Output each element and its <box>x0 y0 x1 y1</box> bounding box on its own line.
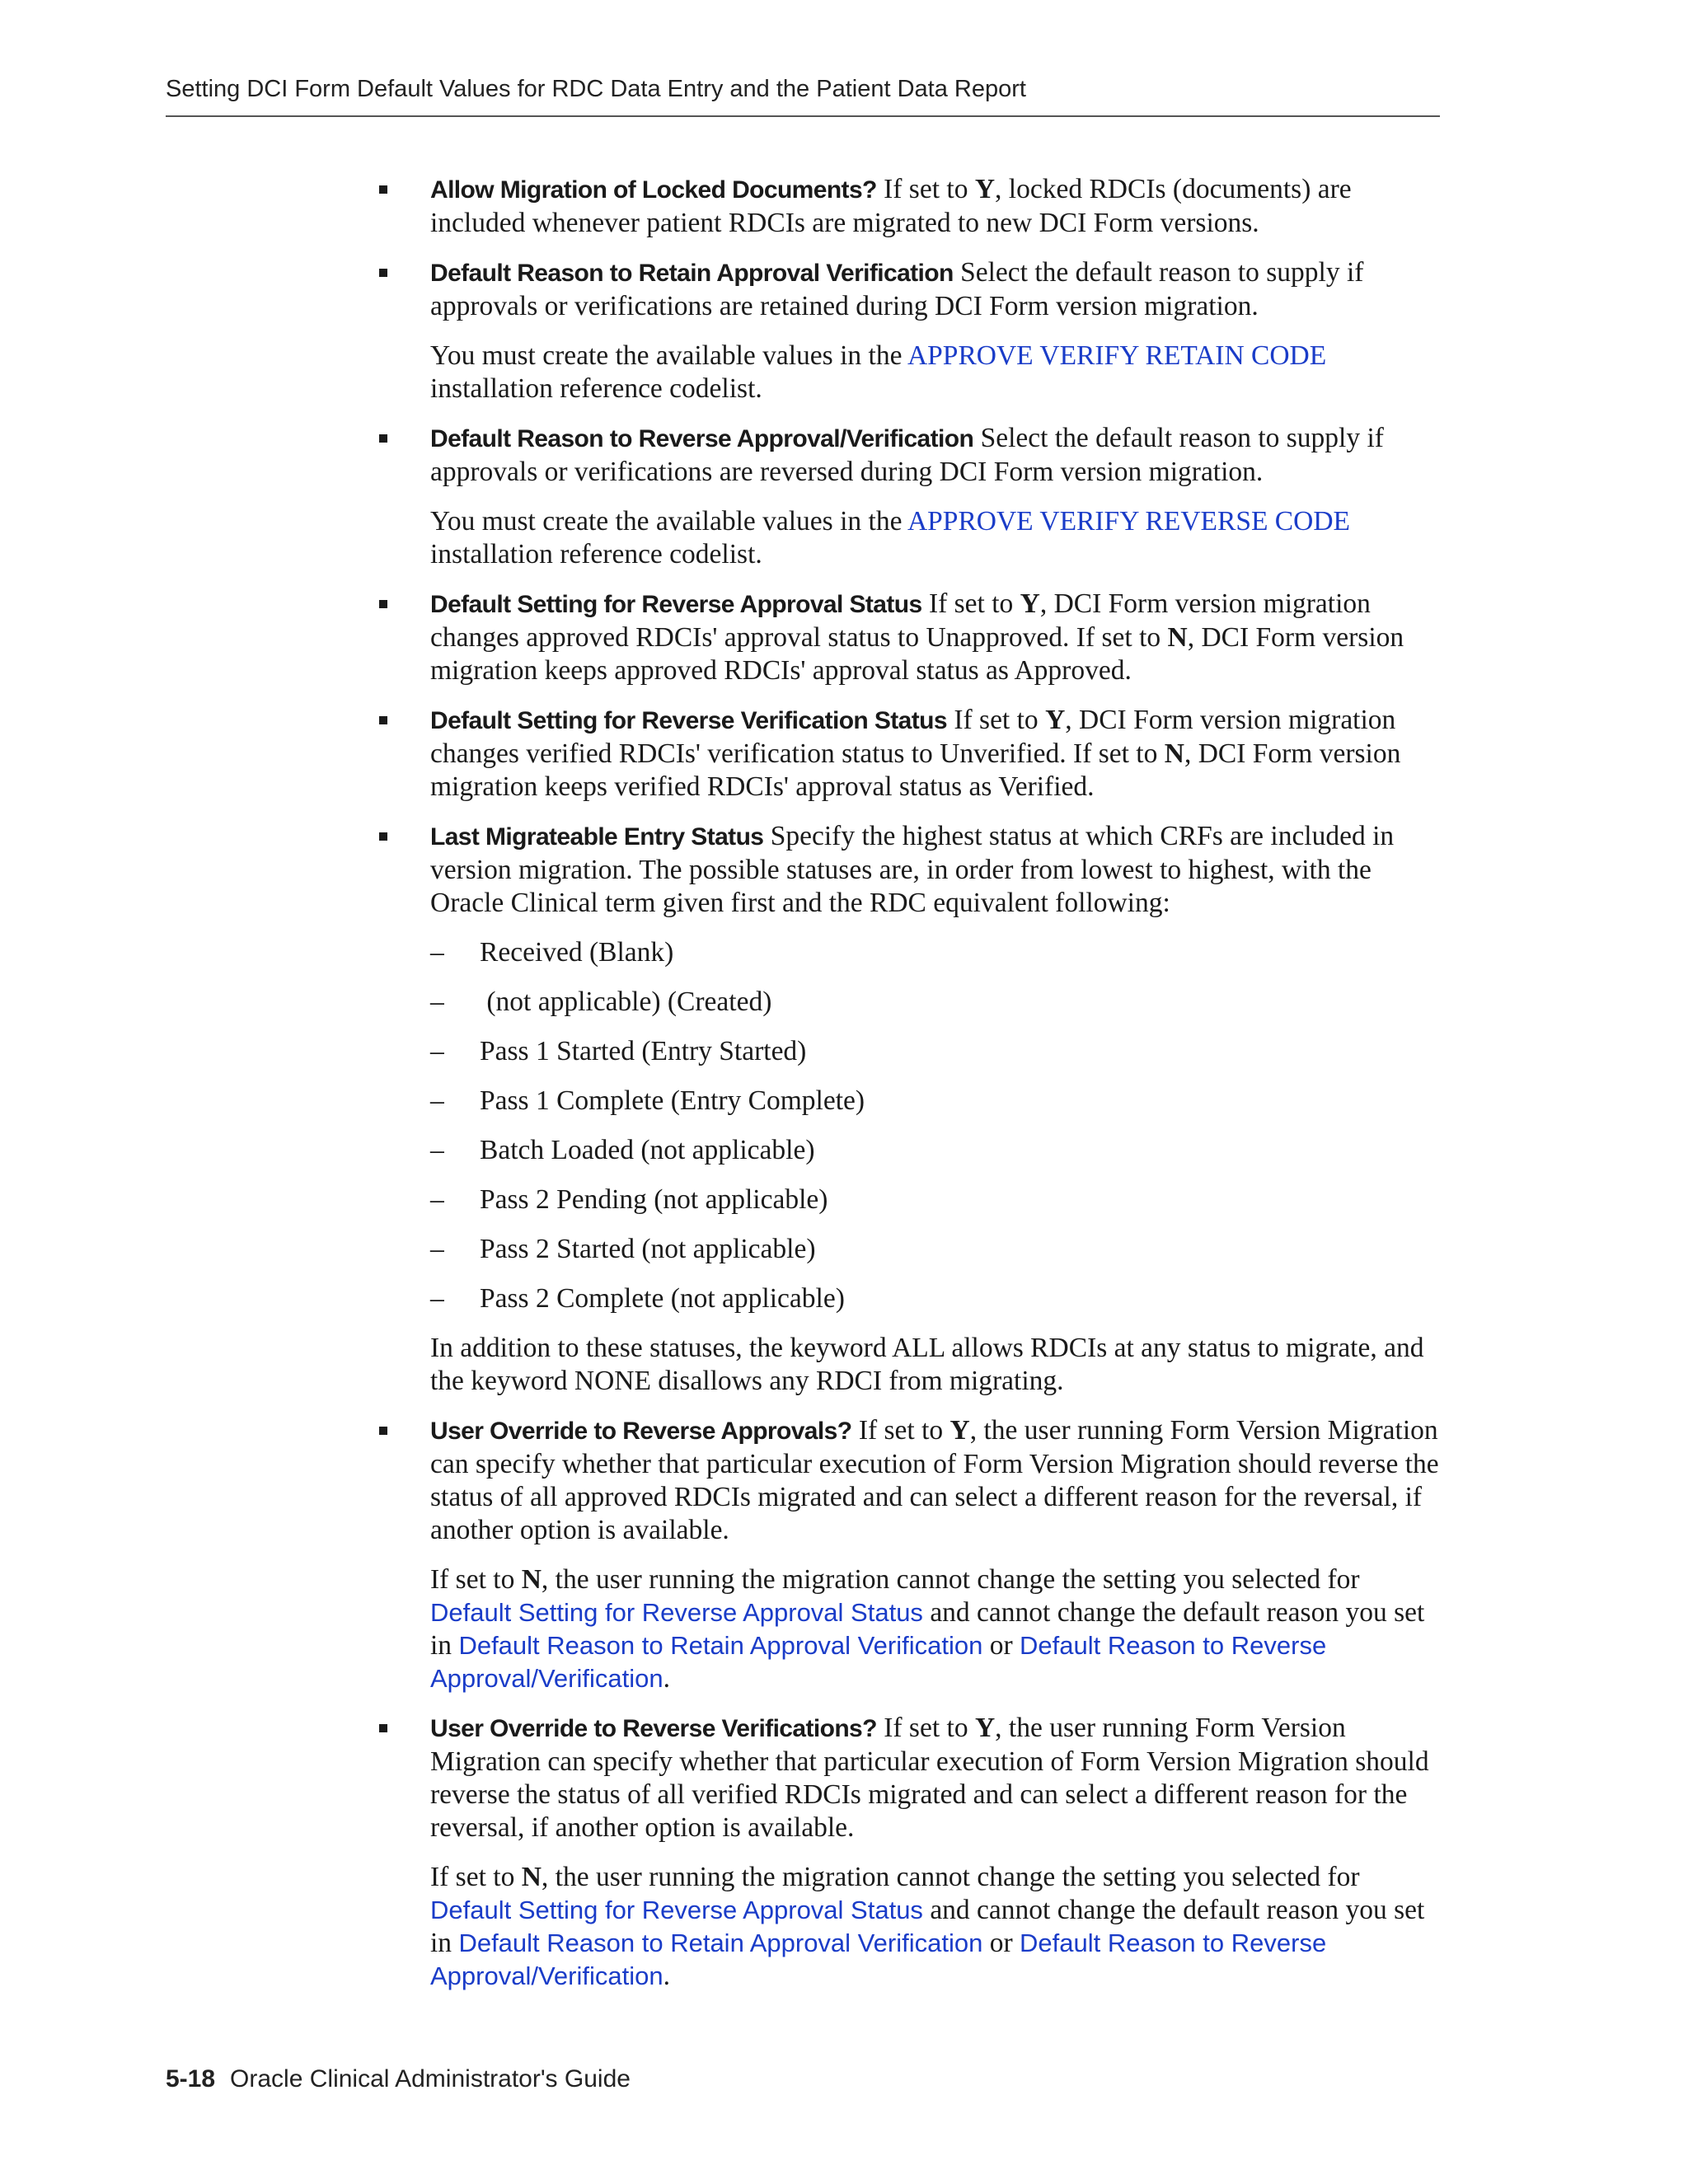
dash-icon: – <box>430 987 444 1017</box>
value-n: N <box>1164 738 1184 769</box>
note-text: or <box>982 1630 1020 1661</box>
bullet-square-icon <box>379 1724 387 1732</box>
list-item-reverse-reason <box>379 422 1442 489</box>
codelist-link[interactable]: APPROVE VERIFY REVERSE CODE <box>907 506 1350 537</box>
dash-icon: – <box>430 1036 444 1066</box>
codelist-link[interactable]: APPROVE VERIFY RETAIN CODE <box>907 340 1327 371</box>
dash-icon: – <box>430 1234 444 1264</box>
list-item-override-approvals <box>379 1414 1442 1547</box>
value-n: N <box>521 1564 542 1595</box>
bullet-square-icon <box>379 716 387 724</box>
status-text: (not applicable) (Created) <box>480 987 772 1017</box>
status-text: Pass 2 Started (not applicable) <box>480 1234 816 1264</box>
override-note-paragraph <box>430 1563 1442 1695</box>
note-text: , the user running the migration cannot change the setting you selected for <box>541 1564 1360 1595</box>
list-item-retain-reason <box>379 256 1442 323</box>
term-heading: Default Reason to Reverse Approval/Verification <box>430 425 974 452</box>
value-y: Y <box>974 1713 996 1743</box>
link-retain-reason[interactable]: Default Reason to Retain Approval Verification <box>458 1631 983 1660</box>
item-text: If set to <box>946 705 1046 735</box>
bullet-square-icon <box>379 269 387 277</box>
statuses-note-paragraph: In addition to these statuses, the keyword ALL allows RDCIs at any status to migrate, and the keyword NONE disallows any RDCI from migrating. <box>430 1333 1424 1396</box>
note-text: and cannot change the default reason you set in <box>430 1895 1425 1958</box>
value-y: Y <box>1020 588 1040 619</box>
status-list-item <box>430 1035 1442 1068</box>
page-footer <box>166 2065 631 2093</box>
status-list-item <box>430 986 1442 1019</box>
link-reverse-reason[interactable]: Default Reason to Reverse Approval/Verification <box>430 1929 1327 1990</box>
running-header: Setting DCI Form Default Values for RDC Data Entry and the Patient Data Report <box>166 76 1026 102</box>
bullet-square-icon <box>379 832 387 841</box>
override-note-paragraph <box>430 1861 1442 1993</box>
bullet-square-icon <box>379 1427 387 1435</box>
item-text: Select the default reason to supply if approvals or verifications are retained during DCI Form version migration. <box>430 257 1364 321</box>
link-reverse-approval-status[interactable]: Default Setting for Reverse Approval Status <box>430 1896 923 1924</box>
status-text: Pass 2 Pending (not applicable) <box>480 1184 828 1215</box>
item-text: , DCI Form version migration changes verified RDCIs' verification status to Unverified. If set to <box>430 705 1396 769</box>
item-text: , the user running Form Version Migration can specify whether that particular execution of Form Version Migration should reverse the status of all approved RDCIs migrated and can select a different reason for the reversal, if another option is available. <box>430 1415 1439 1545</box>
main-content <box>379 173 1442 2009</box>
status-list-item <box>430 936 1442 969</box>
note-text: You must create the available values in the <box>430 340 907 371</box>
note-text: or <box>982 1928 1020 1958</box>
note-text: installation reference codelist. <box>430 373 762 404</box>
term-heading: Default Setting for Reverse Verification Status <box>430 707 947 734</box>
link-reverse-approval-status[interactable]: Default Setting for Reverse Approval Status <box>430 1598 923 1627</box>
dash-icon: – <box>430 1283 444 1314</box>
item-text: If set to <box>876 174 975 204</box>
note-paragraph <box>430 340 1442 405</box>
term-heading: Allow Migration of Locked Documents? <box>430 176 877 204</box>
note-text: . <box>663 1663 670 1694</box>
dash-icon: – <box>430 937 444 968</box>
term-heading: Default Setting for Reverse Approval Status <box>430 591 922 618</box>
item-text: Select the default reason to supply if approvals or verifications are reversed during DCI Form version migration. <box>430 423 1384 487</box>
link-retain-reason[interactable]: Default Reason to Retain Approval Verification <box>458 1929 983 1957</box>
dash-icon: – <box>430 1184 444 1215</box>
note-text: . <box>663 1961 670 1991</box>
status-text: Pass 1 Complete (Entry Complete) <box>480 1085 865 1116</box>
item-text: If set to <box>921 588 1020 619</box>
term-heading: Default Reason to Retain Approval Verification <box>430 260 954 287</box>
note-text: installation reference codelist. <box>430 539 762 569</box>
list-item-override-verifications <box>379 1712 1442 1844</box>
link-reverse-reason[interactable]: Default Reason to Reverse Approval/Verification <box>430 1631 1327 1693</box>
status-text: Received (Blank) <box>480 937 674 968</box>
header-rule <box>166 115 1440 117</box>
term-heading: User Override to Reverse Verifications? <box>430 1715 877 1742</box>
status-list-item <box>430 1233 1442 1266</box>
status-list-item <box>430 1282 1442 1315</box>
status-text: Pass 2 Complete (not applicable) <box>480 1283 845 1314</box>
note-text: You must create the available values in the <box>430 506 907 537</box>
status-text: Batch Loaded (not applicable) <box>480 1135 815 1165</box>
item-text: , DCI Form version migration changes approved RDCIs' approval status to Unapproved. If set to <box>430 588 1371 653</box>
dash-icon: – <box>430 1135 444 1165</box>
term-heading: User Override to Reverse Approvals? <box>430 1418 852 1445</box>
dash-icon: – <box>430 1085 444 1116</box>
item-text: , locked RDCIs (documents) are included whenever patient RDCIs are migrated to new DCI Form versions. <box>430 174 1352 238</box>
status-list-item <box>430 1134 1442 1167</box>
term-heading: Last Migrateable Entry Status <box>430 823 764 851</box>
note-text: and cannot change the default reason you set in <box>430 1597 1425 1661</box>
bullet-square-icon <box>379 600 387 608</box>
value-y: Y <box>1045 705 1066 735</box>
value-n: N <box>521 1862 542 1892</box>
value-y: Y <box>974 174 996 204</box>
list-item-reverse-verification-status <box>379 704 1442 804</box>
note-text: If set to <box>430 1564 522 1595</box>
status-list-item <box>430 1085 1442 1118</box>
item-text: , DCI Form version migration keeps verified RDCIs' approval status as Verified. <box>430 738 1401 802</box>
item-text: If set to <box>851 1415 950 1446</box>
list-item-reverse-approval-status <box>379 588 1442 687</box>
list-item-allow-migration <box>379 173 1442 240</box>
status-list-item <box>430 1183 1442 1216</box>
status-text: Pass 1 Started (Entry Started) <box>480 1036 807 1066</box>
item-text: , DCI Form version migration keeps approved RDCIs' approval status as Approved. <box>430 622 1404 686</box>
item-text: If set to <box>876 1713 975 1743</box>
item-text: , the user running Form Version Migration can specify whether that particular execution of Form Version Migration should reverse the status of all verified RDCIs migrated and can select a different reason for the reversal, if another option is available. <box>430 1713 1429 1843</box>
value-y: Y <box>950 1415 970 1446</box>
bullet-square-icon <box>379 434 387 443</box>
book-title: Oracle Clinical Administrator's Guide <box>230 2065 631 2093</box>
note-text: , the user running the migration cannot change the setting you selected for <box>541 1862 1360 1892</box>
list-item-last-migrateable <box>379 820 1442 920</box>
note-text: If set to <box>430 1862 522 1892</box>
item-text: Specify the highest status at which CRFs are included in version migration. The possible statuses are, in order from lowest to highest, with the Oracle Clinical term given first and the RDC equivalent following: <box>430 821 1395 918</box>
page-number: 5-18 <box>166 2065 216 2093</box>
bullet-square-icon <box>379 185 387 194</box>
value-n: N <box>1167 622 1188 653</box>
note-paragraph <box>430 505 1442 571</box>
